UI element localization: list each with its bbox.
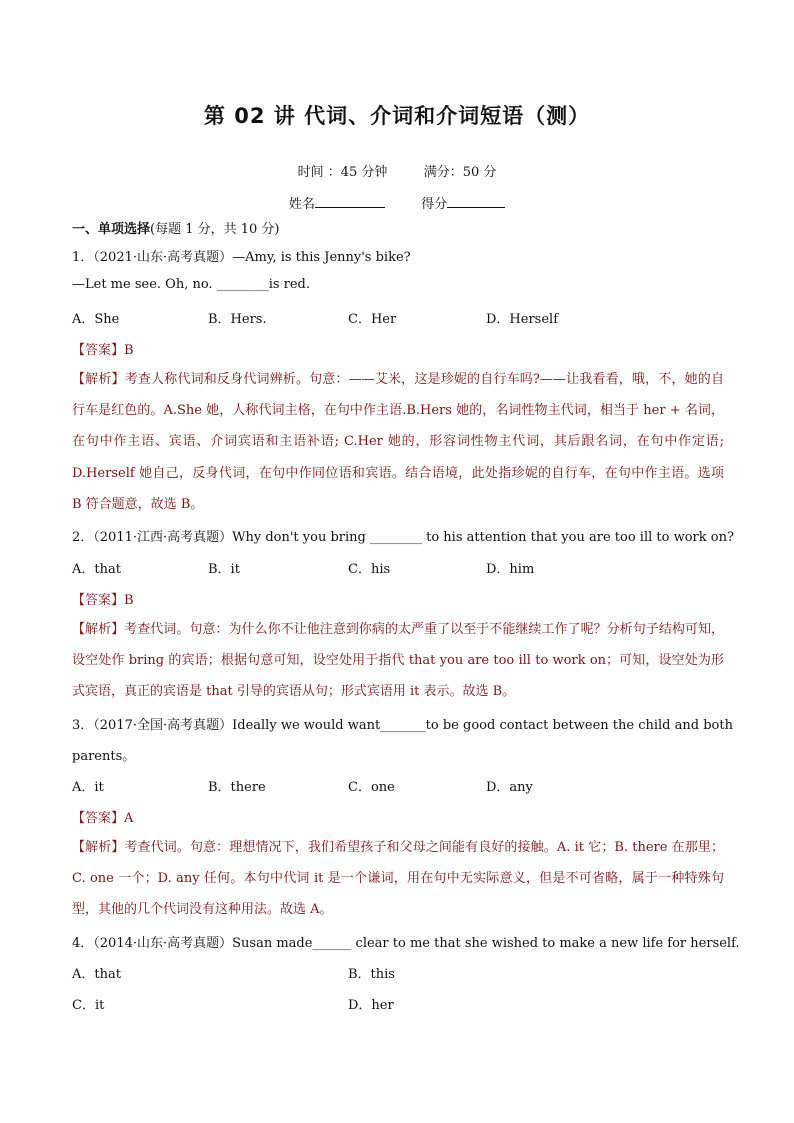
answer-value: B xyxy=(124,343,134,358)
q4-option-b[interactable]: B．this xyxy=(348,967,395,982)
section-heading xyxy=(72,218,280,237)
analysis-tag: 【解析】 xyxy=(72,622,125,637)
q4-option-c[interactable]: C．it xyxy=(72,998,105,1013)
q1-option-c[interactable]: C．Her xyxy=(348,312,397,327)
q3-option-a[interactable]: A．it xyxy=(72,780,104,795)
time-label: 时间 ：45 分钟 xyxy=(297,165,388,180)
exam-info xyxy=(0,161,794,180)
q2-answer xyxy=(72,589,134,608)
got-label: 得分 xyxy=(421,197,448,212)
q1-stem: 1．（2021·山东·高考真题）—Amy, is this Jenny's bike? xyxy=(72,250,411,265)
q2-option-c[interactable]: C．his xyxy=(348,562,391,577)
q1-stem-line2: —Let me see. Oh, no. ________is red. xyxy=(72,277,311,292)
q4-option-d[interactable]: D．her xyxy=(348,998,394,1013)
q1-option-a[interactable]: A．She xyxy=(72,312,120,327)
student-info xyxy=(0,193,794,212)
q1-option-d[interactable]: D．Herself xyxy=(486,312,559,327)
q1-option-b[interactable]: B．Hers. xyxy=(208,312,267,327)
analysis-text: 考查人称代词和反身代词辨析。句意：——艾米，这是珍妮的自行车吗?——让我看看，哦，不，她的自行车是红色的。A.She 她，人称代词主格，在句中作主语.B.Hers 她的，名词性物主代词，相当于 her + 名词，在句中作主语、宾语、介词宾语和主语补语; C.Her 她的，形容词性物主代词，其后跟名词，在句中作定语; D.Herself 她自己，反身代词，在句中作同位语和宾语。结合语境，此处指珍妮的自行车，在句中作主语。选项 B 符合题意，故选 B。 xyxy=(72,372,724,512)
analysis-text: 考查代词。句意：为什么你不让他注意到你病的太严重了以至于不能继续工作了呢？分析句子结构可知，设空处作 bring 的宾语；根据句意可知，设空处用于指代 that you are too ill to work on；可知，设空处为形式宾语，真正的宾语是 that 引导的宾语从句；形式宾语用 it 表示。故选 B。 xyxy=(72,622,724,700)
score-blank[interactable] xyxy=(447,195,505,208)
q4-stem: 4．（2014·山东·高考真题）Susan made______ clear to me that she wished to make a new life for herself. xyxy=(72,936,740,951)
q2-analysis xyxy=(72,614,724,708)
q3-answer xyxy=(72,807,133,826)
q1-analysis xyxy=(72,364,724,520)
analysis-text: 考查代词。句意：理想情况下，我们希望孩子和父母之间能有良好的接触。A. it 它；B. there 在那里；C. one 一个；D. any 任何。本句中代词 it 是一个谦词，用在句中无实际意义，但是不可省略，属于一种特殊句型，其他的几个代词没有这种用法。故选 A。 xyxy=(72,840,724,918)
answer-value: A xyxy=(124,811,134,826)
name-blank[interactable] xyxy=(315,195,385,208)
q2-option-b[interactable]: B．it xyxy=(208,562,240,577)
q2-stem: 2．（2011·江西·高考真题）Why don't you bring ________ to his attention that you are too ill to work on? xyxy=(72,530,734,545)
q3-option-b[interactable]: B．there xyxy=(208,780,266,795)
section-score: (每题 1 分，共 10 分) xyxy=(150,222,280,237)
name-label: 姓名 xyxy=(288,197,315,212)
q3-stem-line2: parents。 xyxy=(72,749,136,764)
page-title: 第 02 讲 代词、介词和介词短语（测） xyxy=(203,104,591,128)
q3-option-d[interactable]: D．any xyxy=(486,780,533,795)
q2-option-d[interactable]: D．him xyxy=(486,562,535,577)
q4-option-a[interactable]: A．that xyxy=(72,967,121,982)
q3-option-c[interactable]: C．one xyxy=(348,780,395,795)
answer-tag: 【答案】 xyxy=(72,343,125,358)
answer-value: B xyxy=(124,593,134,608)
score-label: 满分：50 分 xyxy=(423,165,497,180)
analysis-tag: 【解析】 xyxy=(72,840,125,855)
q2-option-a[interactable]: A．that xyxy=(72,562,121,577)
q3-analysis xyxy=(72,832,724,926)
answer-tag: 【答案】 xyxy=(72,593,125,608)
answer-tag: 【答案】 xyxy=(72,811,125,826)
q1-answer xyxy=(72,339,134,358)
analysis-tag: 【解析】 xyxy=(72,372,125,387)
section-title: 一、单项选择 xyxy=(72,222,151,237)
q3-stem: 3．（2017·全国·高考真题）Ideally we would want_______to be good contact between the child and both xyxy=(72,718,733,733)
